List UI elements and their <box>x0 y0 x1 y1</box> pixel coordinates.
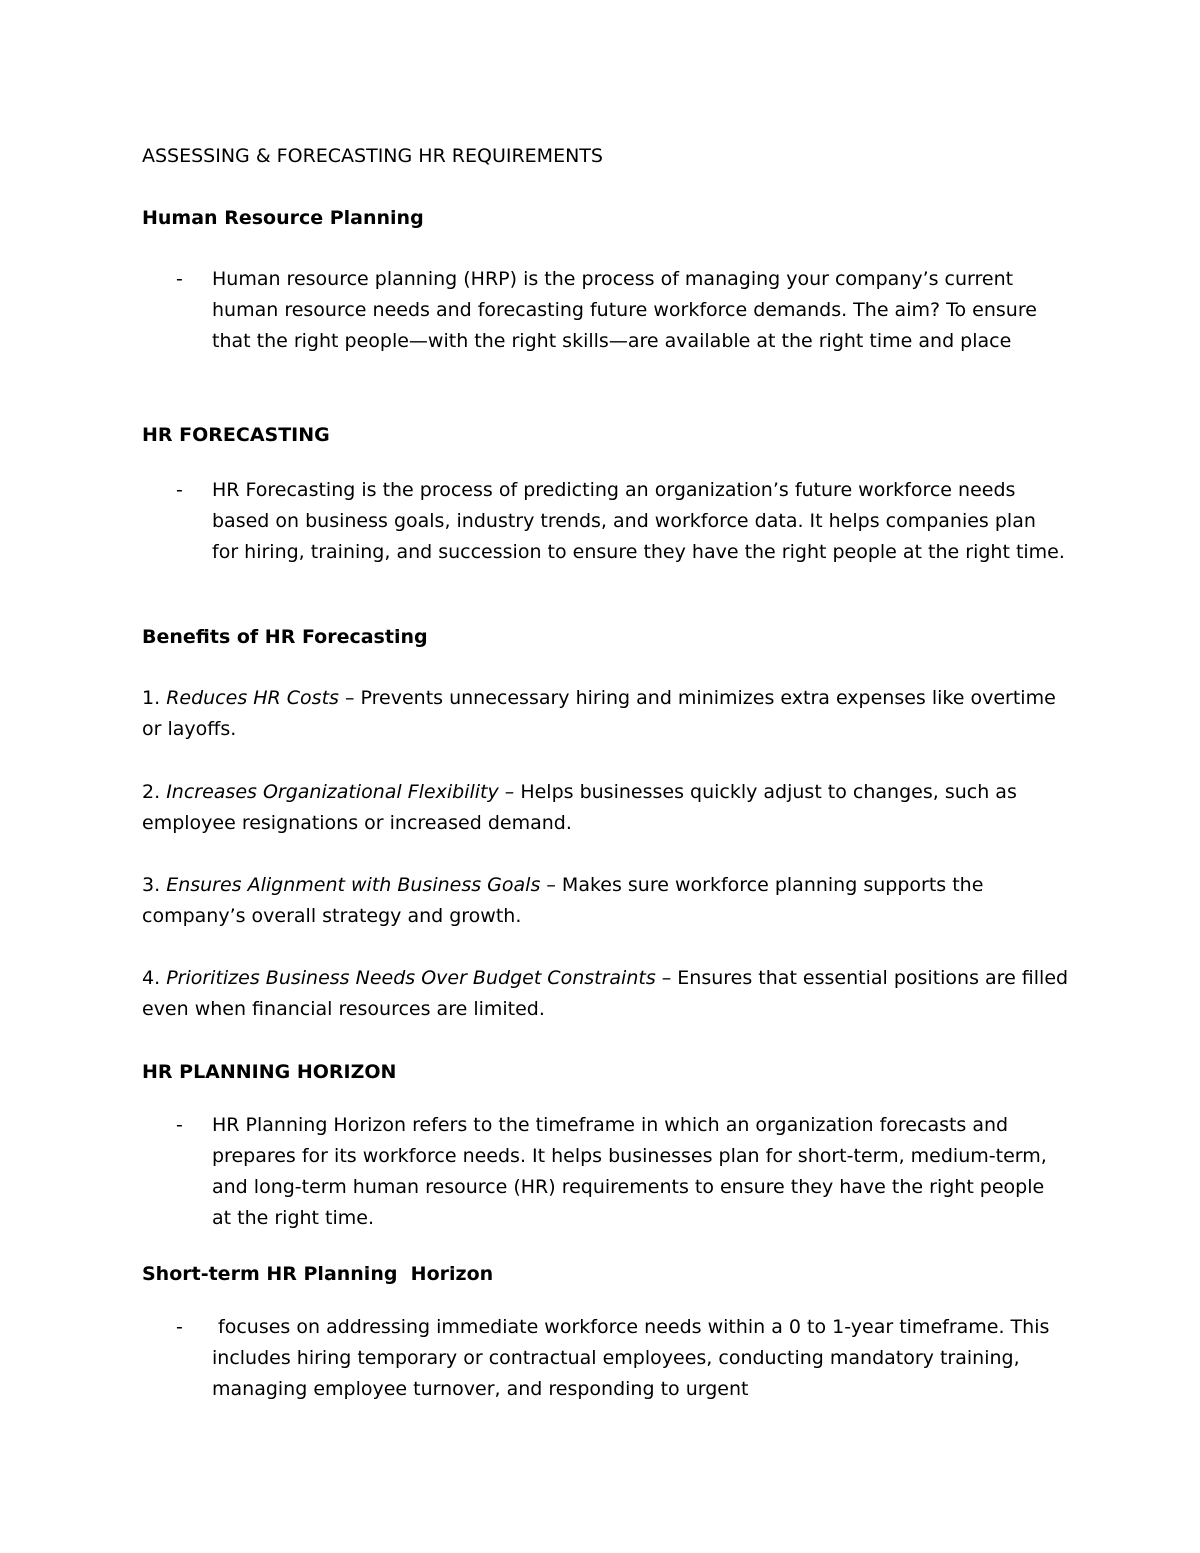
benefit-number: 1. <box>142 687 161 709</box>
heading-short-term-horizon: Short-term HR Planning Horizon <box>142 1263 494 1285</box>
bullet-dash: - <box>176 268 183 290</box>
bullet-dash: - <box>176 479 183 501</box>
bullet-horizon-text: HR Planning Horizon refers to the timeframe in which an organization forecasts and prepares for its workforce needs. It helps businesses plan for short-term, medium-term, and long-term human resource (HR) requirements to ensure they have the right people at the right time. <box>212 1114 1047 1229</box>
benefit-item-2 <box>142 777 1072 839</box>
benefit-number: 3. <box>142 874 161 896</box>
benefit-text: – Prevents unnecessary hiring and minimizes extra expenses like overtime or layoffs. <box>142 687 1056 740</box>
heading-hr-forecasting: HR FORECASTING <box>142 424 330 446</box>
benefit-item-3 <box>142 870 1072 932</box>
benefit-number: 2. <box>142 781 161 803</box>
benefit-term: Prioritizes Business Needs Over Budget Constraints <box>166 967 656 989</box>
benefit-text: – Makes sure workforce planning supports the company’s overall strategy and growth. <box>142 874 984 927</box>
benefit-text: – Ensures that essential positions are filled even when financial resources are limited. <box>142 967 1069 1020</box>
bullet-forecasting <box>176 475 1066 568</box>
benefit-item-4 <box>142 963 1072 1025</box>
bullet-horizon <box>176 1110 1066 1234</box>
bullet-dash: - <box>176 1316 183 1338</box>
bullet-dash: - <box>176 1114 183 1136</box>
bullet-hrp-text: Human resource planning (HRP) is the process of managing your company’s current human resource needs and forecasting future workforce demands. The aim? To ensure that the right people—with the right skills—are available at the right time and place <box>212 268 1037 352</box>
heading-human-resource-planning: Human Resource Planning <box>142 207 424 229</box>
heading-hr-planning-horizon: HR PLANNING HORIZON <box>142 1061 397 1083</box>
benefit-term: Ensures Alignment with Business Goals <box>166 874 541 896</box>
bullet-short-term-text: focuses on addressing immediate workforce needs within a 0 to 1-year timeframe. This includes hiring temporary or contractual employees, conducting mandatory training, managing employee turnover, and responding to urgent <box>212 1316 1056 1400</box>
benefit-term: Reduces HR Costs <box>166 687 339 709</box>
bullet-forecasting-text: HR Forecasting is the process of predicting an organization’s future workforce needs based on business goals, industry trends, and workforce data. It helps companies plan for hiring, training, and succession to ensure they have the right people at the right time. <box>212 479 1065 563</box>
benefit-number: 4. <box>142 967 161 989</box>
benefit-term: Increases Organizational Flexibility <box>166 781 499 803</box>
benefit-text: – Helps businesses quickly adjust to changes, such as employee resignations or increased demand. <box>142 781 1017 834</box>
bullet-short-term <box>176 1312 1066 1405</box>
heading-benefits: Benefits of HR Forecasting <box>142 626 428 648</box>
document-title: ASSESSING & FORECASTING HR REQUIREMENTS <box>142 145 603 167</box>
bullet-hrp <box>176 264 1066 357</box>
benefit-item-1 <box>142 683 1072 745</box>
